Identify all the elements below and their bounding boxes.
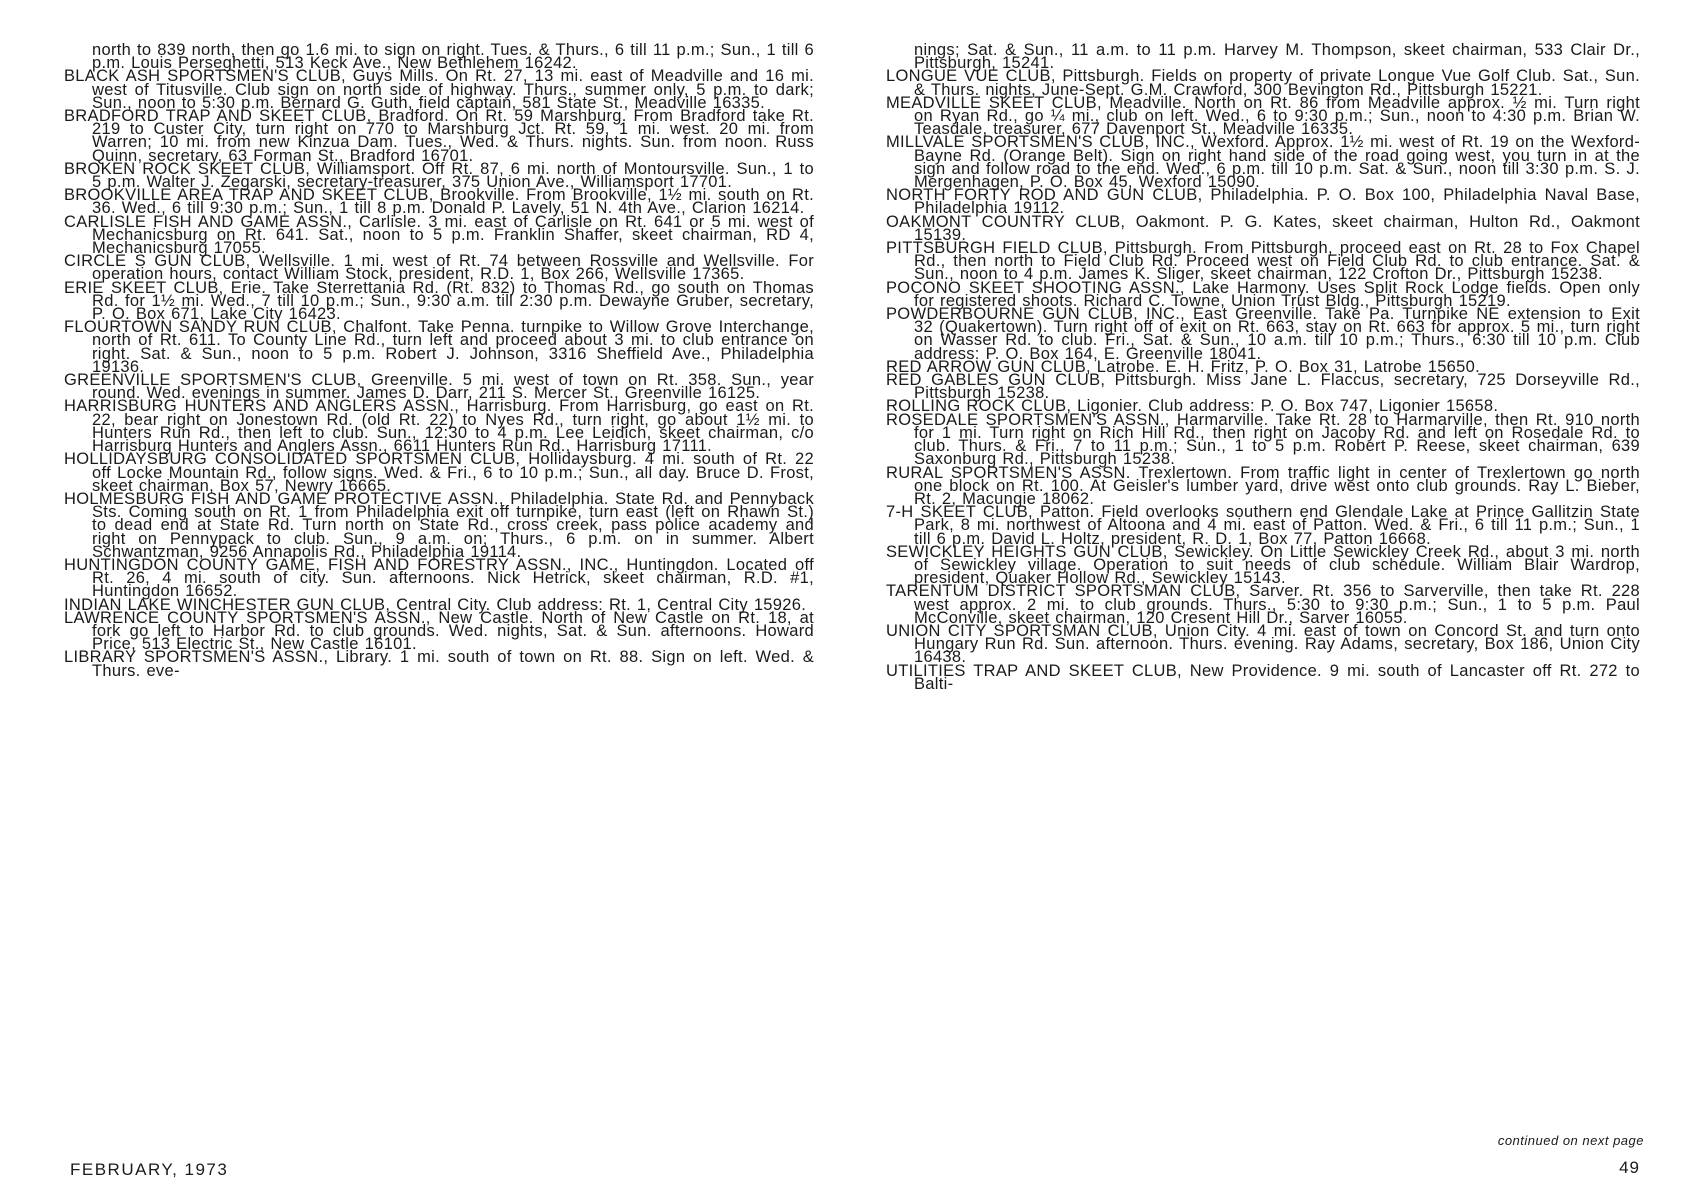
- club-listing: LIBRARY SPORTSMEN'S ASSN., Library. 1 mi. south of town on Rt. 88. Sign on left. Wed. & Thurs. eve-: [64, 648, 814, 680]
- club-listing: ROLLING ROCK CLUB, Ligonier. Club address: P. O. Box 747, Ligonier 15658.: [886, 397, 1499, 416]
- club-listing: MEADVILLE SKEET CLUB, Meadville. North on Rt. 86 from Meadville approx. ½ mi. Turn right on Ryan Rd., go ¼ mi., club on left. Wed., 6 to 9:30 p.m.; Sun., noon to 4:30 p.m. Brian W. Teasdale, treasurer, 677 Davenport St., Meadville 16335.: [886, 93, 1640, 139]
- club-listing: OAKMONT COUNTRY CLUB, Oakmont. P. G. Kates, skeet chairman, Hulton Rd., Oakmont 15139.: [886, 212, 1640, 244]
- continued-note: continued on next page: [1497, 1133, 1644, 1148]
- club-listing: POWDERBOURNE GUN CLUB, INC., East Greenville. Take Pa. Turnpike NE extension to Exit 32 (Quakertown). Turn right off of exit on Rt. 663, stay on Rt. 663 for approx. 5 mi., turn right on Wasser Rd. to club. Fri., Sat. & Sun., 10 a.m. till 10 p.m.; Thurs., 6:30 till 10 p.m. Club address: P. O. Box 164, E. Greenville 18041.: [886, 305, 1640, 363]
- club-listing: ROSEDALE SPORTSMEN'S ASSN., Harmarville. Take Rt. 28 to Harmarville, then Rt. 910 north for 1 mi. Turn right on Rich Hill Rd., then right on Jacoby Rd. and left on Rosedale Rd. to club. Thurs. & Fri., 7 to 11 p.m.; Sun., 1 to 5 p.m. Robert P. Reese, skeet chairman, 639 Saxonburg Rd., Pittsburgh 15238.: [886, 410, 1640, 469]
- club-listing: HOLLIDAYSBURG CONSOLIDATED SPORTSMEN CLUB, Hollidaysburg. 4 mi. south of Rt. 22 off Locke Mountain Rd., follow signs. Wed. & Fri., 6 to 10 p.m.; Sun., all day. Bruce D. Frost, skeet chairman, Box 57, Newry 16665.: [64, 450, 814, 495]
- left-column: [64, 41, 814, 680]
- right-column: [886, 41, 1640, 693]
- club-listing: BRADFORD TRAP AND SKEET CLUB, Bradford. On Rt. 59 Marshburg. From Bradford take Rt. 219 to Custer City, turn right on 770 to Marshburg Jct. Rt. 59, 1 mi. west. 20 mi. from Warren; 10 mi. from new Kinzua Dam. Tues., Wed. & Thurs. nights. Sun. from noon. Russ Quinn, secretary, 63 Forman St., Bradford 16701.: [64, 107, 814, 165]
- club-listing: TARENTUM DISTRICT SPORTSMAN CLUB, Sarver. Rt. 356 to Sarverville, then take Rt. 228 west approx. 2 mi. to club grounds. Thurs., 5:30 to 9:30 p.m.; Sun., 1 to 5 p.m. Paul McConville, skeet chairman, 120 Cresent Hill Dr., Sarver 16055.: [886, 582, 1640, 627]
- club-listing: INDIAN LAKE WINCHESTER GUN CLUB, Central City. Club address: Rt. 1, Central City 15926.: [64, 595, 807, 614]
- club-listing: CARLISLE FISH AND GAME ASSN., Carlisle. 3 mi. east of Carlisle on Rt. 641 or 5 mi. west of Mechanicsburg on Rt. 641. Sat., noon to 5 p.m. Franklin Shaffer, skeet chairman, RD 4, Mechanicsburg 17055.: [64, 212, 814, 258]
- club-listing: PITTSBURGH FIELD CLUB, Pittsburgh. From Pittsburgh, proceed east on Rt. 28 to Fox Chapel Rd., then north to Field Club Rd. Proceed west on Field Club Rd. to club entrance. Sat. & Sun., noon to 4 p.m. James K. Sliger, skeet chairman, 122 Crofton Dr., Pittsburgh 15238.: [886, 239, 1640, 284]
- club-listing: BROKEN ROCK SKEET CLUB, Williamsport. Off Rt. 87, 6 mi. north of Montoursville. Sun., 1 to 5 p.m. Walter J. Zegarski, secretary-treasurer, 375 Union Ave., Williamsport 17701.: [64, 159, 814, 192]
- club-listing: BROOKVILLE AREA TRAP AND SKEET CLUB, Brookville. From Brookville, 1½ mi. south on Rt. 36. Wed., 6 till 9:30 p.m.; Sun., 1 till 8 p.m. Donald P. Lavely, 51 N. 4th Ave., Clarion 16214.: [64, 186, 814, 218]
- club-listing: UTILITIES TRAP AND SKEET CLUB, New Providence. 9 mi. south of Lancaster off Rt. 272 to Balti-: [886, 661, 1640, 693]
- club-listing: RED ARROW GUN CLUB, Latrobe. E. H. Fritz, P. O. Box 31, Latrobe 15650.: [886, 357, 1481, 376]
- club-listing: UNION CITY SPORTSMAN CLUB, Union City. 4 mi. east of town on Concord St. and turn onto Hungary Run Rd. Sun. afternoon. Thurs. evening. Ray Adams, secretary, Box 186, Union City 16438.: [886, 621, 1640, 667]
- club-listing: 7-H SKEET CLUB, Patton. Field overlooks southern end Glendale Lake at Prince Gallitzin State Park, 8 mi. northwest of Altoona and 4 mi. east of Patton. Wed. & Fri., 6 till 11 p.m.; Sun., 1 till 6 p.m. David L. Holtz, president, R. D. 1, Box 77, Patton 16668.: [886, 503, 1640, 548]
- club-listing: NORTH FORTY ROD AND GUN CLUB, Philadelphia. P. O. Box 100, Philadelphia Naval Base, Philadelphia 19112.: [886, 186, 1640, 218]
- club-listing: FLOURTOWN SANDY RUN CLUB, Chalfont. Take Penna. turnpike to Willow Grove Interchange, north of Rt. 611. To County Line Rd., turn left and proceed about 3 mi. to club entrance on right. Sat. & Sun., noon to 5 p.m. Robert J. Johnson, 3316 Sheffield Ave., Philadelphia 19136.: [64, 318, 814, 376]
- club-listing: CIRCLE S GUN CLUB, Wellsville. 1 mi. west of Rt. 74 between Rossville and Wellsville. For operation hours, contact William Stock, president, R.D. 1, Box 266, Wellsville 17365.: [64, 252, 814, 284]
- club-listing: SEWICKLEY HEIGHTS GUN CLUB, Sewickley. On Little Sewickley Creek Rd., about 3 mi. north of Sewickley village. Operation to suit needs of club schedule. William Blair Wardrop, president, Quaker Hollow Rd., Sewickley 15143.: [886, 542, 1640, 588]
- club-listing: HOLMESBURG FISH AND GAME PROTECTIVE ASSN., Philadelphia. State Rd. and Pennyback Sts. Coming south on Rt. 1 from Philadelphia exit off turnpike, turn east (left on Rhawn St.) to dead end at State Rd. Turn north on State Rd., cross creek, pass police academy and right on Pennypack to club. Sun., 9 a.m. on; Thurs., 6 p.m. on in summer. Albert Schwantzman, 9256 Annapolis Rd., Philadelphia 19114.: [64, 489, 814, 561]
- club-listing: MILLVALE SPORTSMEN'S CLUB, INC., Wexford. Approx. 1½ mi. west of Rt. 19 on the Wexford-Bayne Rd. (Orange Belt). Sign on right hand side of the road going west, you turn in at the sign and follow road to the end. Wed., 6 p.m. till 10 p.m. Sat. & Sun., noon till 3:30 p.m. S. J. Mergenhagen, P. O. Box 45, Wexford 15090.: [886, 133, 1640, 192]
- club-listing: RURAL SPORTSMEN'S ASSN. Trexlertown. From traffic light in center of Trexlertown go north one block on Rt. 100. At Geisler's lumber yard, drive west onto club grounds. Ray L. Bieber, Rt. 2, Macungie 18062.: [886, 463, 1640, 508]
- club-listing: LAWRENCE COUNTY SPORTSMEN'S ASSN., New Castle. North of New Castle on Rt. 18, at fork go left to Harbor Rd. to club grounds. Wed. nights, Sat. & Sun. afternoons. Howard Price, 513 Electric St., New Castle 16101.: [64, 608, 814, 654]
- club-listing: HARRISBURG HUNTERS AND ANGLERS ASSN., Harrisburg. From Harrisburg, go east on Rt. 22, bear right on Jonestown Rd. (old Rt. 22) to Nyes Rd., turn right, go about 1½ mi. to Hunters Run Rd., then left to club. Sun., 12:30 to 4 p.m. Lee Leidich, skeet chairman, c/o Harrisburg Hunters and Anglers Assn., 6611 Hunters Run Rd., Harrisburg 17111.: [64, 397, 814, 456]
- club-listing: HUNTINGDON COUNTY GAME, FISH AND FORESTRY ASSN., INC., Huntingdon. Located off Rt. 26, 4 mi. south of city. Sun. afternoons. Nick Hetrick, skeet chairman, R.D. #1, Huntingdon 16652.: [64, 555, 814, 601]
- club-listing: RED GABLES GUN CLUB, Pittsburgh. Miss Jane L. Flaccus, secretary, 725 Dorseyville Rd., Pittsburgh 15238.: [886, 371, 1640, 403]
- club-listing: GREENVILLE SPORTSMEN'S CLUB, Greenville. 5 mi. west of town on Rt. 358. Sun., year round. Wed. evenings in summer. James D. Darr, 211 S. Mercer St., Greenville 16125.: [64, 371, 814, 403]
- club-listing: BLACK ASH SPORTSMEN'S CLUB, Guys Mills. On Rt. 27, 13 mi. east of Meadville and 16 mi. west of Titusville. Club sign on north side of highway. Thurs., summer only, 5 p.m. to dark; Sun., noon to 5:30 p.m. Bernard G. Guth, field captain, 581 State St., Meadville 16335.: [64, 67, 814, 112]
- club-listing-continued: nings; Sat. & Sun., 11 a.m. to 11 p.m. Harvey M. Thompson, skeet chairman, 533 Clair Dr., Pittsburgh, 15241.: [914, 41, 1640, 73]
- club-listing: ERIE SKEET CLUB, Erie. Take Sterrettania Rd. (Rt. 832) to Thomas Rd., go south on Thomas Rd. for 1½ mi. Wed., 7 till 10 p.m.; Sun., 9:30 a.m. till 2:30 p.m. Dewayne Gruber, secretary, P. O. Box 671, Lake City 16423.: [64, 278, 814, 324]
- issue-date: FEBRUARY, 1973: [70, 1160, 229, 1179]
- club-listing-continued: north to 839 north, then go 1.6 mi. to sign on right. Tues. & Thurs., 6 till 11 p.m.; Sun., 1 till 6 p.m. Louis Perseghetti, 513 Keck Ave., New Bethlehem 16242.: [92, 41, 814, 73]
- club-listing: LONGUE VUE CLUB, Pittsburgh. Fields on property of private Longue Vue Golf Club. Sat., Sun. & Thurs. nights, June-Sept. G.M. Crawford, 300 Bevington Rd., Pittsburgh 15221.: [886, 67, 1640, 99]
- club-listing: POCONO SKEET SHOOTING ASSN., Lake Harmony. Uses Split Rock Lodge fields. Open only for registered shoots. Richard C. Towne, Union Trust Bldg., Pittsburgh 15219.: [886, 278, 1640, 310]
- page-number: 49: [1619, 1158, 1640, 1177]
